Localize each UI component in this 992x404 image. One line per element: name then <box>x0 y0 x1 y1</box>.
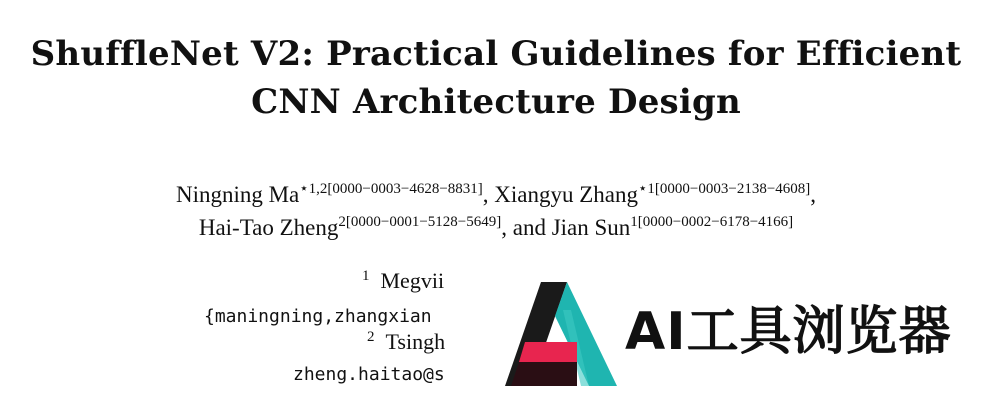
authors-line-1 <box>0 180 992 213</box>
author-separator: , <box>810 182 817 207</box>
author-orcid: 1[0000−0002−6178−4166] <box>630 214 794 230</box>
author-separator: , <box>482 182 495 207</box>
email-line-2: zheng.haitao@s <box>293 364 445 385</box>
paper-title-line-1: ShuffleNet V2: Practical Guidelines for Efficient <box>30 34 962 74</box>
affiliation-2-number: 2 <box>367 329 375 345</box>
paper-title-line-2: CNN Architecture Design <box>251 82 741 122</box>
author-name: Ningning Ma <box>175 182 300 207</box>
affiliations-block <box>0 255 465 404</box>
logo-dark-band <box>511 362 577 386</box>
authors-line-2 <box>0 213 992 246</box>
author-orcid: ⋆1[0000−0003−2138−4608] <box>638 181 811 197</box>
author-orcid: ⋆1,2[0000−0003−4628−8831] <box>299 181 483 197</box>
logo-red-band <box>519 342 577 362</box>
affiliation-1 <box>362 268 444 294</box>
affiliation-2 <box>367 329 445 355</box>
watermark-brand-text: AI工具浏览器 <box>625 302 952 362</box>
email-line-1: {maningning,zhangxian <box>204 306 432 327</box>
affiliation-1-number: 1 <box>362 268 370 284</box>
author-orcid: 2[0000−0001−5128−5649] <box>338 214 502 230</box>
affiliation-1-text: Megvii <box>380 268 445 293</box>
author-name: Jian Sun <box>551 215 631 240</box>
author-separator: , and <box>501 215 552 240</box>
watermark-logo-icon <box>505 282 617 386</box>
affiliation-2-text: Tsingh <box>385 329 446 354</box>
author-name: Xiangyu Zhang <box>494 182 639 207</box>
author-name: Hai-Tao Zheng <box>198 215 339 240</box>
